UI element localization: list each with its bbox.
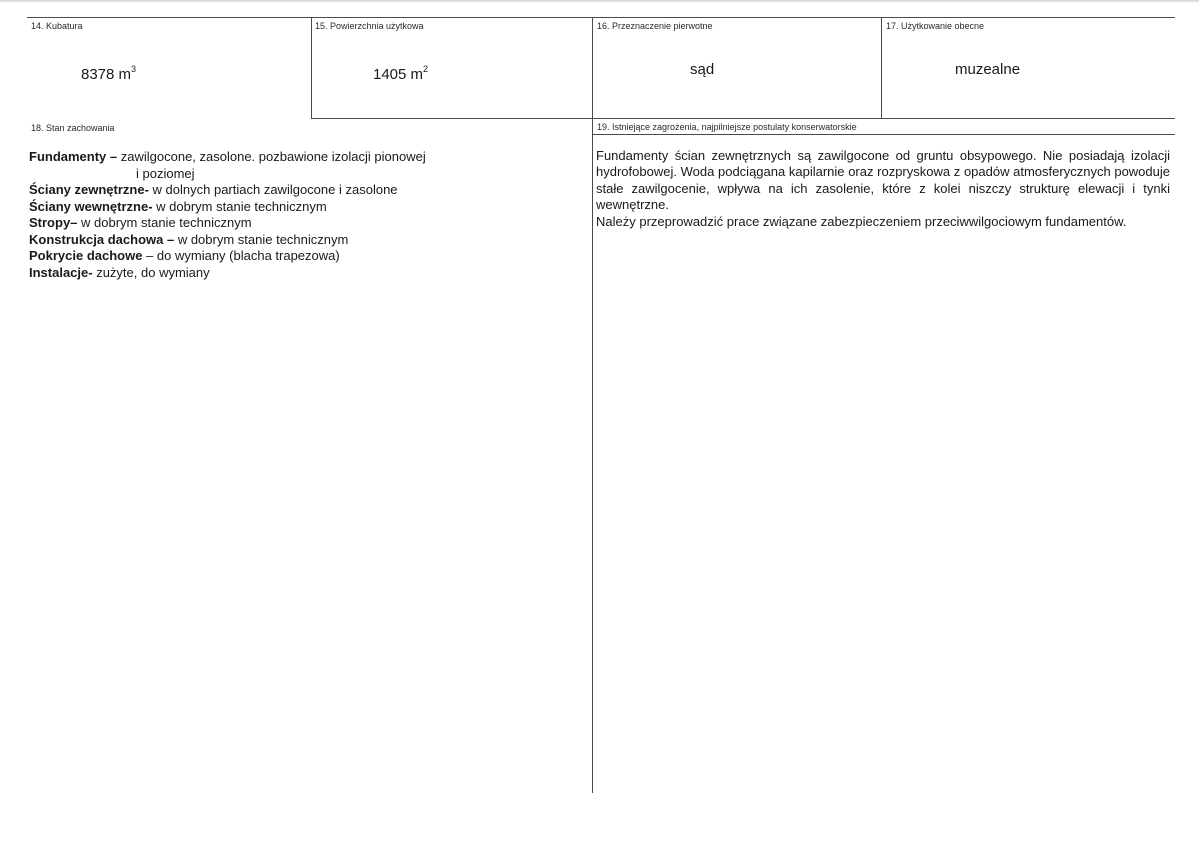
kubatura-number: 8378 m	[81, 66, 132, 83]
table-top-border	[27, 17, 1175, 18]
condition-item-instalacje	[29, 265, 589, 282]
powierzchnia-unit-exponent: 2	[423, 64, 429, 74]
condition-text: zużyte, do wymiany	[92, 264, 210, 280]
condition-text: w dobrym stanie technicznym	[177, 231, 349, 247]
condition-item-fundamenty	[29, 149, 589, 166]
uzytkowanie-value: muzealne	[955, 61, 1021, 78]
condition-text: w dobrym stanie technicznym	[152, 198, 327, 214]
cell-divider-1	[311, 17, 312, 119]
powierzchnia-value	[373, 61, 428, 84]
condition-name: Stropy–	[29, 215, 78, 230]
condition-item-stropy	[29, 215, 589, 232]
condition-item-konstrukcja-dachowa	[29, 232, 589, 249]
condition-text: zawilgocone, zasolone. pozbawione izolacji pionowej	[120, 149, 426, 164]
condition-item-sciany-zewnetrzne	[29, 182, 589, 199]
condition-name: Ściany wewnętrzne-	[29, 198, 153, 214]
condition-text: w dobrym stanie technicznym	[77, 215, 252, 230]
powierzchnia-number: 1405 m	[373, 66, 424, 83]
condition-item-pokrycie-dachowe	[29, 248, 589, 265]
condition-text: i poziomej	[136, 165, 195, 181]
condition-text: w dolnych partiach zawilgocone i zasolone	[148, 182, 398, 197]
condition-name: Ściany zewnętrzne-	[29, 182, 149, 197]
condition-name: Konstrukcja dachowa –	[29, 231, 178, 247]
zagrozenia-paragraph-1: Fundamenty ścian zewnętrznych są zawilgocone od gruntu obsypowego. Nie posiadają izolacji hydrofobowej. Woda podciągana kapilarnie oraz rozpryskowa z opadów atmosferycznych powoduje stałe zawilgocenie, wpływa na ich zasolenie, które z kolei niszczy strukturę elewacji i tynki wewnętrzne.	[596, 148, 1170, 213]
przeznaczenie-label: 16. Przeznaczenie pierwotne	[597, 21, 713, 31]
zagrozenia-label: 19. Istniejące zagrożenia, najpilniejsze postulaty konserwatorskie	[597, 122, 857, 132]
section-top-border	[592, 134, 1175, 135]
row-divider	[311, 118, 1175, 119]
scan-top-edge	[0, 0, 1199, 3]
condition-name: Fundamenty –	[29, 149, 121, 164]
przeznaczenie-value: sąd	[690, 61, 715, 78]
condition-item-fundamenty-cont	[29, 166, 589, 183]
kubatura-label: 14. Kubatura	[31, 21, 83, 31]
stan-zachowania-label: 18. Stan zachowania	[31, 123, 115, 133]
condition-text: – do wymiany (blacha trapezowa)	[142, 248, 340, 263]
stan-zachowania-list	[29, 149, 589, 281]
condition-name: Pokrycie dachowe	[29, 248, 143, 263]
powierzchnia-label: 15. Powierzchnia użytkowa	[315, 21, 424, 31]
cell-divider-3	[881, 17, 882, 119]
zagrozenia-text	[596, 148, 1170, 230]
uzytkowanie-label: 17. Użytkowanie obecne	[886, 21, 985, 31]
condition-name: Instalacje-	[29, 264, 93, 280]
zagrozenia-paragraph-2: Należy przeprowadzić prace związane zabezpieczeniem przeciwwilgociowym fundamentów.	[596, 213, 1127, 229]
kubatura-value	[81, 61, 136, 84]
kubatura-unit-exponent: 3	[131, 64, 137, 74]
condition-item-sciany-wewnetrzne	[29, 199, 589, 216]
